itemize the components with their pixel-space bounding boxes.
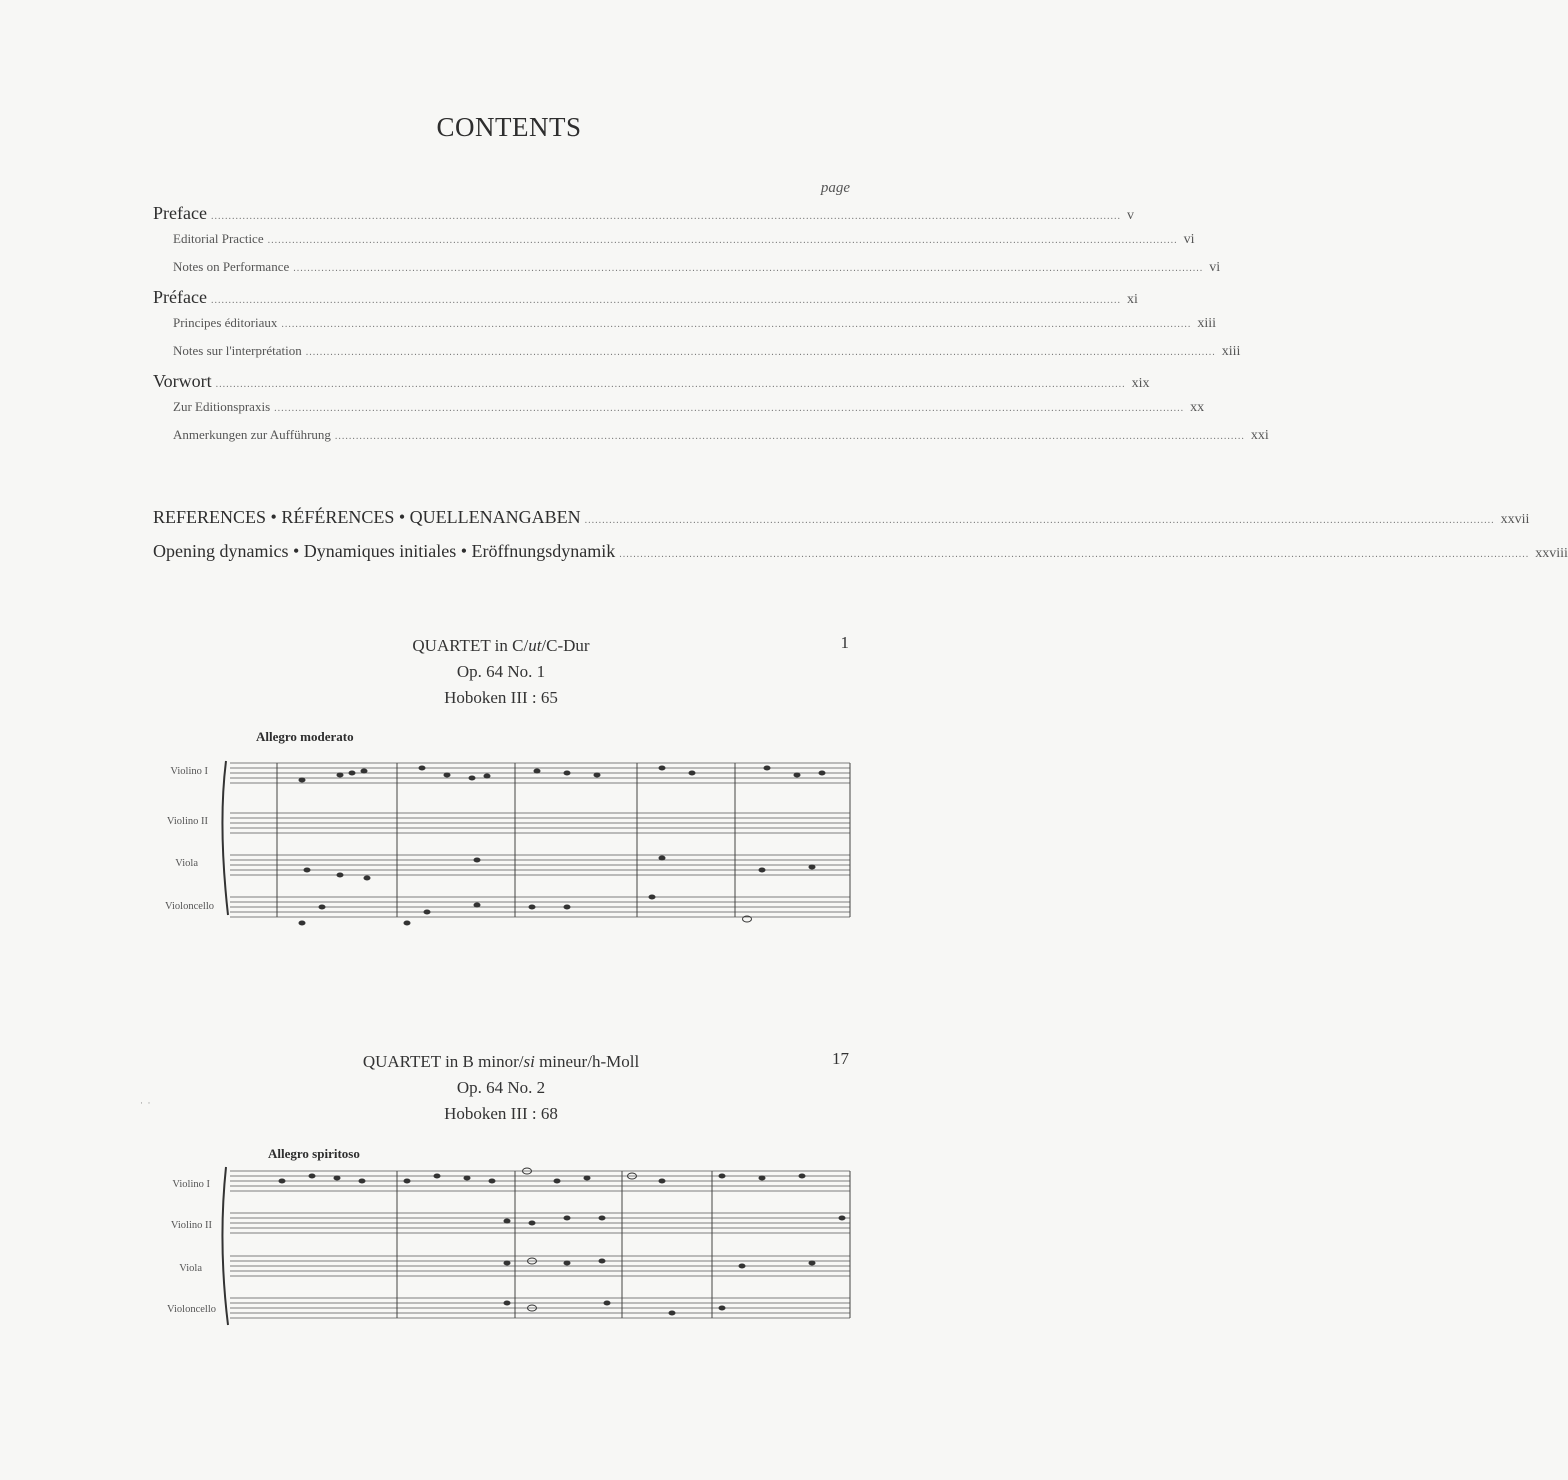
toc-entry-label: Zur Editionspraxis: [173, 399, 271, 414]
instrument-label: Violino I: [172, 1179, 210, 1190]
toc-entry[interactable]: [153, 203, 1134, 231]
page-title: CONTENTS: [436, 112, 582, 142]
dynamics-entry[interactable]: [153, 541, 1568, 575]
references-entry[interactable]: [153, 507, 1530, 541]
toc-entry-page: xx: [1190, 400, 1205, 415]
toc-entry-page: xiii: [1197, 316, 1217, 331]
toc-entry-label: Principes éditoriaux: [173, 315, 278, 330]
toc-entry[interactable]: [153, 259, 1221, 287]
dynamics-label: Opening dynamics • Dynamiques initiales • Eröffnungsdynamik: [153, 541, 616, 561]
leader-dots: ....................................................................................................................................................................................................................................................................: [305, 347, 1216, 358]
table-of-contents: [153, 203, 1269, 455]
toc-entry-page: xix: [1131, 376, 1150, 391]
tempo-marking: Allegro spiritoso: [268, 1146, 360, 1161]
toc-entry[interactable]: [153, 427, 1269, 455]
toc-entry-label: Préface: [153, 287, 207, 307]
toc-entry-page: xxi: [1250, 428, 1269, 443]
toc-entry[interactable]: [153, 399, 1205, 427]
leader-dots: ....................................................................................................................................................................................................................................................................: [334, 431, 1245, 442]
toc-entry-label: Anmerkungen zur Aufführung: [173, 427, 331, 442]
toc-entry-label: Notes sur l'interprétation: [173, 343, 302, 358]
leader-dots: ....................................................................................................................................................................................................................................................................: [293, 263, 1204, 274]
toc-entry[interactable]: [153, 231, 1195, 259]
dynamics-page: xxviii: [1535, 546, 1568, 561]
references-label: REFERENCES • RÉFÉRENCES • QUELLENANGABEN: [153, 507, 581, 527]
quartet-opus: Op. 64 No. 2: [456, 1078, 546, 1097]
toc-entry-label: Preface: [153, 203, 207, 223]
stray-marks: · ·: [140, 1098, 151, 1108]
quartet-heading[interactable]: [153, 1049, 849, 1127]
leader-dots: ....................................................................................................................................................................................................................................................................: [215, 379, 1126, 390]
instrument-label: Violino II: [166, 816, 208, 827]
quartet-hoboken: Hoboken III : 68: [444, 1104, 558, 1123]
music-score-excerpt: [222, 745, 862, 935]
instrument-label: Violoncello: [165, 901, 214, 912]
toc-entry-label: Vorwort: [153, 371, 212, 391]
leader-dots: ....................................................................................................................................................................................................................................................................: [584, 515, 1495, 526]
references-page: xxvii: [1500, 512, 1530, 527]
toc-entry-page: v: [1126, 208, 1134, 223]
quartet-hoboken: Hoboken III : 65: [444, 688, 558, 707]
leader-dots: ....................................................................................................................................................................................................................................................................: [281, 319, 1192, 330]
toc-entry[interactable]: [153, 287, 1138, 315]
toc-entry-page: xiii: [1221, 344, 1241, 359]
music-score-excerpt: [222, 1163, 862, 1333]
references-section: [153, 507, 1568, 575]
tempo-marking: Allegro moderato: [256, 729, 354, 744]
toc-entry[interactable]: [153, 315, 1217, 343]
toc-entry[interactable]: [153, 343, 1241, 371]
instrument-label: Viola: [175, 858, 198, 869]
toc-entry-label: Editorial Practice: [173, 231, 264, 246]
quartet-page: 17: [832, 1049, 849, 1068]
instrument-label: Viola: [179, 1263, 202, 1274]
page-column-label: page: [820, 180, 850, 196]
leader-dots: ....................................................................................................................................................................................................................................................................: [210, 295, 1121, 306]
toc-entry-page: vi: [1209, 260, 1221, 275]
quartet-title: QUARTET in C/ut/C-Dur: [412, 636, 590, 655]
quartet-page: 1: [840, 633, 849, 652]
leader-dots: ....................................................................................................................................................................................................................................................................: [267, 235, 1178, 246]
instrument-label: Violino I: [170, 766, 208, 777]
leader-dots: ....................................................................................................................................................................................................................................................................: [619, 549, 1530, 560]
quartet-opus: Op. 64 No. 1: [456, 662, 546, 681]
leader-dots: ....................................................................................................................................................................................................................................................................: [274, 403, 1185, 414]
instrument-label: Violino II: [170, 1220, 212, 1231]
toc-entry-label: Notes on Performance: [173, 259, 290, 274]
quartet-title: QUARTET in B minor/si mineur/h-Moll: [362, 1052, 640, 1071]
toc-entry-page: vi: [1183, 232, 1195, 247]
toc-entry[interactable]: [153, 371, 1150, 399]
toc-entry-page: xi: [1126, 292, 1138, 307]
leader-dots: ....................................................................................................................................................................................................................................................................: [210, 211, 1121, 222]
quartet-heading[interactable]: [153, 633, 849, 711]
instrument-label: Violoncello: [167, 1304, 216, 1315]
